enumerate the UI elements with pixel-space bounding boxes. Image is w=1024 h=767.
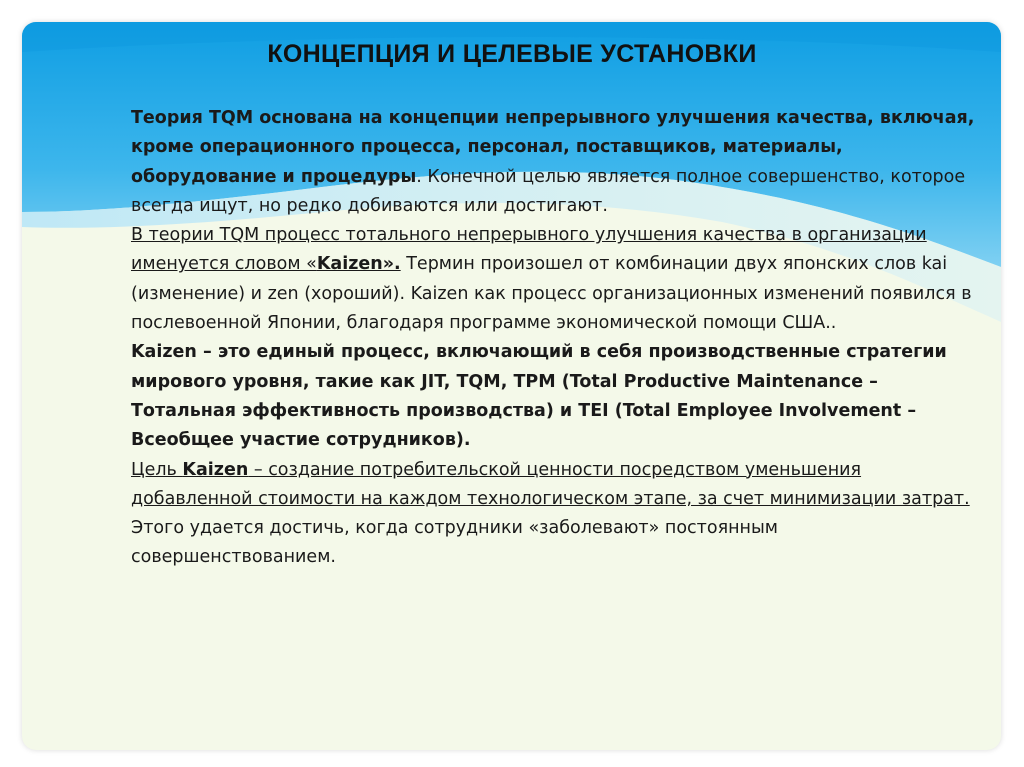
p4-underlined-lead: Цель bbox=[131, 459, 183, 480]
paragraph-1 bbox=[33, 104, 983, 221]
body-text bbox=[33, 104, 983, 573]
p1-rest: . Конечной целью является полное совершенство, которое всегда ищут, но редко добиваются или достигают. bbox=[131, 166, 966, 216]
p3-bold: Kaizen – это единый процесс, включающий в себя производственные стратегии мирового уровня, такие как JIT, TQM, TPM (Total Productive Maintenance – Тотальная эффективность производства) и TEI (Total Employee Involvement – Всеобщее участие сотрудников). bbox=[131, 342, 947, 451]
p2-underlined-text: В теории TQM процесс тотального непрерывного улучшения качества в организации именуется словом « bbox=[131, 225, 927, 275]
paragraph-2 bbox=[33, 221, 983, 338]
p2-rest: Термин произошел от комбинации двух японских слов kai (изменение) и zen (хороший). Kaizen как процесс организационных изменений появился в послевоенной Японии, благодаря программе экономической помощи США.. bbox=[131, 254, 972, 334]
p4-rest: Этого удается достичь, когда сотрудники «заболевают» постоянным совершенствованием. bbox=[131, 518, 778, 568]
p4-kaizen: Kaizen bbox=[182, 459, 249, 480]
paragraph-3 bbox=[33, 338, 983, 455]
p4-underlined bbox=[131, 460, 970, 509]
slide-title: КОНЦЕПЦИЯ И ЦЕЛЕВЫЕ УСТАНОВКИ bbox=[267, 40, 757, 68]
p2-kaizen: Kaizen». bbox=[316, 254, 401, 275]
p1-bold: Теория TQM основана на концепции непрерывного улучшения качества, включая, кроме операционного процесса, персонал, поставщиков, материалы, оборудование и процедуры bbox=[131, 108, 975, 187]
paragraph-4 bbox=[33, 456, 983, 573]
p4-underlined-text: – создание потребительской ценности посредством уменьшения добавленной стоимости на каждом технологическом этапе, за счет минимизации затрат. bbox=[131, 459, 970, 509]
